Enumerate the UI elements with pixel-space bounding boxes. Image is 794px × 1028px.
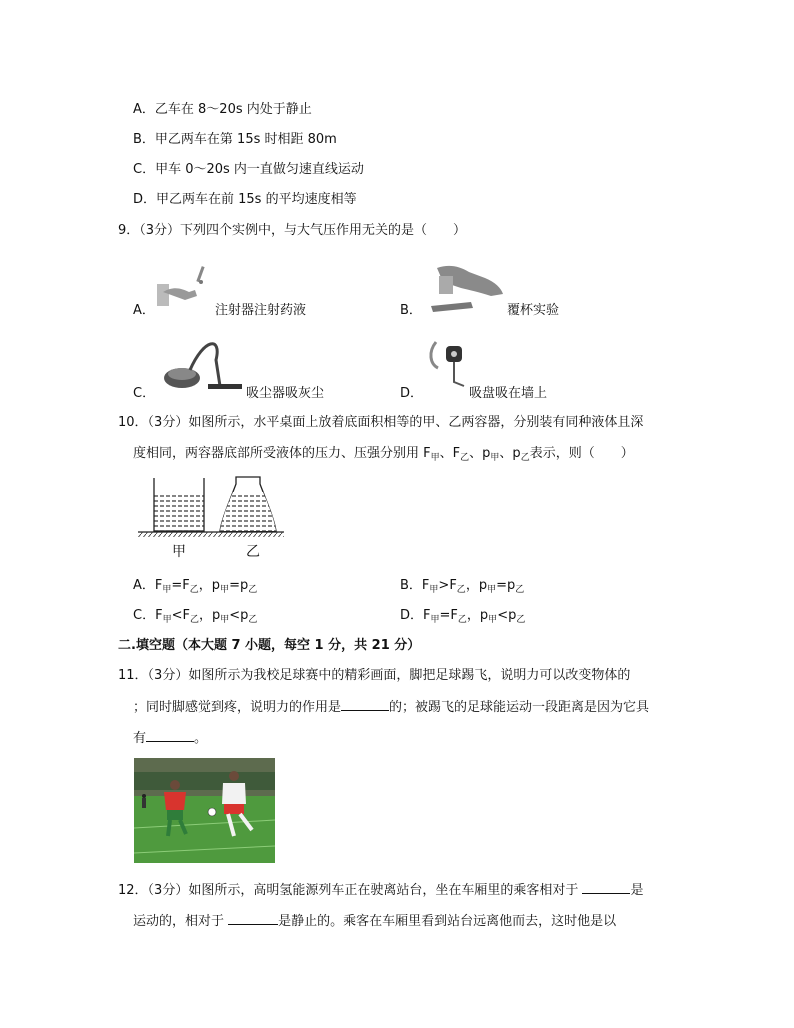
- q9-option-b-letter: B．: [400, 303, 422, 318]
- q8-option-d: D．甲乙两车在前 15s 的平均速度相等: [133, 192, 357, 207]
- q10-option-b: B．$F_甲>F_乙$，$p_甲=p_乙$: [400, 578, 525, 595]
- suction-cup-image: [428, 338, 470, 394]
- q12-line1: 12．（3分）如图所示，高明氢能源列车正在驶离站台，坐在车厢里的乘客相对于 是: [118, 880, 643, 900]
- container-label-yi: 乙: [246, 544, 260, 560]
- q10-stem-line1: 10．（3分）如图所示，水平桌面上放着底面积相等的甲、乙两容器，分别装有同种液体且深: [118, 415, 644, 430]
- q8-option-c: C．甲车 0～20s 内一直做匀速直线运动: [133, 162, 364, 177]
- q9-option-c-text: 吸尘器吸灰尘: [246, 386, 325, 401]
- q10-option-a: A．$F_甲=F_乙$，$p_甲=p_乙$: [133, 578, 258, 595]
- q12-blank-2[interactable]: [228, 911, 278, 925]
- q12-line2: 运动的，相对于 是静止的。乘客在车厢里看到站台远离他而去，这时他是以: [133, 911, 616, 931]
- q9-option-d-letter: D．: [400, 386, 424, 401]
- two-containers-figure: [136, 474, 286, 542]
- cup-experiment-image: [425, 262, 505, 314]
- q11-blank-3[interactable]: [146, 728, 194, 742]
- q9-option-b-text: 覆杯实验: [507, 303, 560, 318]
- q8-option-a: A．乙车在 8～20s 内处于静止: [133, 102, 312, 117]
- q10-option-d: D．$F_甲=F_乙$，$p_甲<p_乙$: [400, 608, 526, 625]
- q11-blank-2[interactable]: [341, 697, 389, 711]
- q9-option-a-letter: A．: [133, 303, 155, 318]
- container-label-jia: 甲: [172, 544, 186, 560]
- football-match-photo: [134, 758, 275, 863]
- q11-line3: 有 。: [133, 728, 207, 748]
- q11-line1: 11．（3分）如图所示为我校足球赛中的精彩画面，脚把足球踢飞，说明力可以改变物体的: [118, 668, 631, 683]
- syringe-image: [155, 262, 211, 310]
- q10-option-c: C．$F_甲<F_乙$，$p_甲<p_乙$: [133, 608, 258, 625]
- q12-blank-1[interactable]: [582, 880, 630, 894]
- q10-stem-line2: 度相同，两容器底部所受液体的压力、压强分别用 $F_甲$、$F_乙$、$p_甲$、$p_乙$表示，则（ ）: [133, 446, 634, 463]
- vacuum-cleaner-image: [160, 334, 246, 394]
- q9-stem: 9．（3分）下列四个实例中，与大气压作用无关的是（ ）: [118, 223, 467, 238]
- section-title: 二.填空题（本大题 7 小题，每空 1 分，共 21 分）: [118, 638, 421, 653]
- q9-option-d-text: 吸盘吸在墙上: [469, 386, 548, 401]
- q9-option-c-letter: C．: [133, 386, 156, 401]
- q9-option-a-text: 注射器注射药液: [215, 303, 307, 318]
- q8-option-b: B．甲乙两车在第 15s 时相距 80m: [133, 132, 337, 147]
- q11-line2: ；同时脚感觉到疼，说明力的作用是 的；被踢飞的足球能运动一段距离是因为它具: [133, 697, 649, 717]
